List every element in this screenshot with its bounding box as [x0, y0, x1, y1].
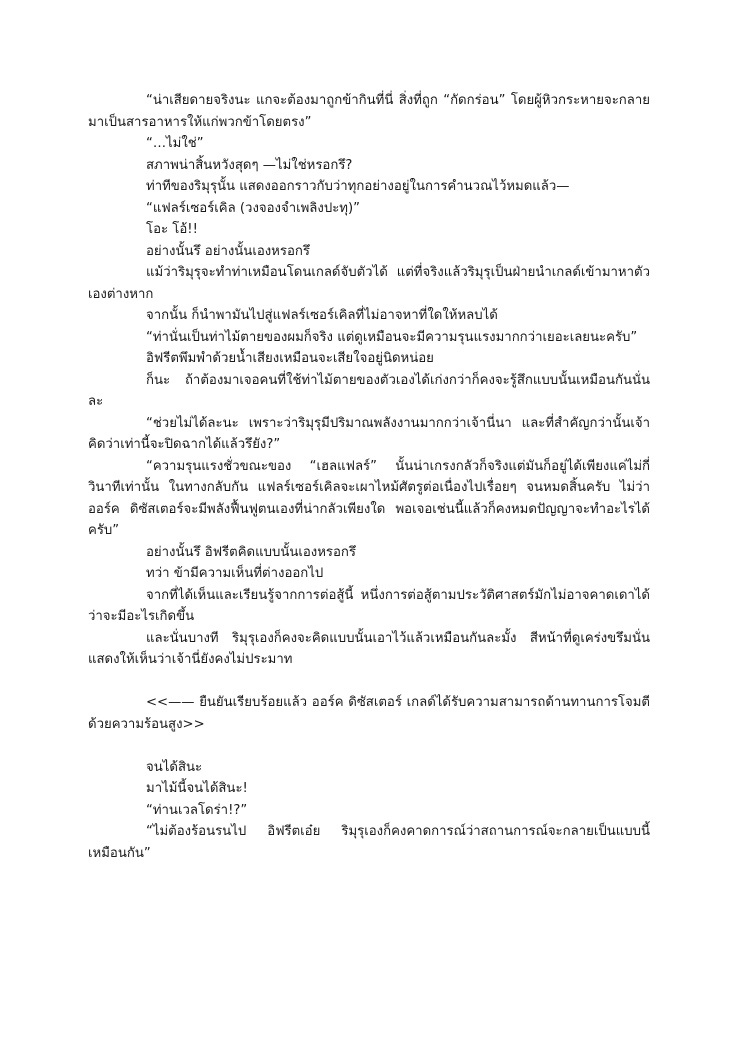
paragraph: “น่าเสียดายจริงนะ แกจะต้องมาถูกข้ากินที่นี่ สิ่งที่ถูก “กัดกร่อน” โดยผู้หิวกระหายจะกลายมาเป็นสารอาหารให้แก่พวกข้าโดยตรง” [88, 93, 650, 130]
paragraph: “ช่วยไม่ได้ละนะ เพราะว่าริมุรุมีปริมาณพลังงานมากกว่าเจ้านี่นา และที่สำคัญกว่านั้นเจ้าคิดว่าเท่านี้จะปิดฉากได้แล้วรึยัง?” [88, 415, 650, 452]
paragraph: “…ไม่ใช่” [146, 136, 204, 151]
paragraph: โอะ โอ้!! [146, 222, 198, 237]
paragraph: “แฟลร์เซอร์เคิล (วงจองจำเพลิงปะทุ)” [146, 200, 360, 216]
text-body [88, 90, 650, 864]
paragraph: “ความรุนแรงชั่วขณะของ “เฮลแฟลร์” นั้นน่าเกรงกลัวก็จริงแต่มันก็อยู่ได้เพียงแค่ไม่กี่วินาทีเท่านั้น ในทางกลับกัน แฟลร์เซอร์เคิลจะเผาไหม้ศัตรูต่อเนื่องไปเรื่อยๆ จนหมดสิ้นครับ ไม่ว่าออร์ค ดิซัสเตอร์จะมีพลังฟื้นฟูตนเองที่น่ากลัวเพียงใด พอเจอเช่นนี้แล้วก็คงหมดปัญญาจะทำอะไรได้ครับ” [88, 458, 650, 538]
paragraph: มาไม้นี้จนได้สินะ! [146, 781, 248, 796]
paragraph: และนั่นบางที ริมุรุเองก็คงจะคิดแบบนั้นเอาไว้แล้วเหมือนกันละมั้ง สีหน้าที่ดูเคร่งขรึมนั่นแสดงให้เห็นว่าเจ้านี่ยังคงไม่ประมาท [88, 630, 650, 667]
paragraph: ทว่า ข้ามีความเห็นที่ต่างออกไป [146, 566, 324, 581]
paragraph: อย่างนั้นรึ อย่างนั้นเองหรอกรึ [146, 243, 310, 259]
paragraph: จากที่ได้เห็นและเรียนรู้จากการต่อสู้นี้ หนึ่งการต่อสู้ตามประวัติศาสตร์มักไม่อาจคาดเดาได้ว่าจะมีอะไรเกิดขึ้น [88, 587, 650, 624]
paragraph: จากนั้น ก็นำพามันไปสู่แฟลร์เซอร์เคิลที่ไม่อาจหาที่ใดให้หลบได้ [146, 308, 498, 323]
paragraph-gap [88, 671, 650, 693]
paragraph: สภาพน่าสิ้นหวังสุดๆ —ไม่ใช่หรอกรึ? [146, 157, 353, 173]
paragraph: อิฟรีตพึมพำด้วยน้ำเสียงเหมือนจะเสียใจอยู่นิดหน่อย [146, 351, 434, 366]
paragraph: แม้ว่าริมุรุจะทำท่าเหมือนโดนเกลด์จับตัวได้ แต่ที่จริงแล้วริมุรุเป็นฝ่ายนำเกลด์เข้ามาหาตัวเองต่างหาก [88, 265, 650, 302]
paragraph-gap [88, 735, 650, 757]
paragraph: “ท่านเวลโดร่า!?” [146, 802, 248, 818]
paragraph: จนได้สินะ [146, 759, 203, 775]
paragraph: อย่างนั้นรึ อิฟรีตคิดแบบนั้นเองหรอกรึ [146, 544, 356, 560]
paragraph: “ท่านั่นเป็นท่าไม้ตายของผมก็จริง แต่ดูเหมือนจะมีความรุนแรงมากกว่าเยอะเลยนะครับ” [146, 329, 638, 345]
system-message: <<—— ยืนยันเรียบร้อยแล้ว ออร์ค ดิซัสเตอร์ เกลด์ได้รับความสามารถด้านทานการโจมตีด้วยความร้อนสูง>> [88, 695, 650, 732]
paragraph: “ไม่ต้องร้อนรนไป อิฟรีตเอ๋ย ริมุรุเองก็คงคาดการณ์ว่าสถานการณ์จะกลายเป็นแบบนี้เหมือนกัน” [88, 824, 650, 861]
paragraph: ท่าทีของริมุรุนั้น แสดงออกราวกับว่าทุกอย่างอยู่ในการคำนวณไว้หมดแล้ว— [146, 179, 570, 194]
paragraph: ก็นะ ถ้าต้องมาเจอคนที่ใช้ท่าไม้ตายของตัวเองได้เก่งกว่าก็คงจะรู้สึกแบบนั้นเหมือนกันนั่นละ [88, 372, 650, 409]
